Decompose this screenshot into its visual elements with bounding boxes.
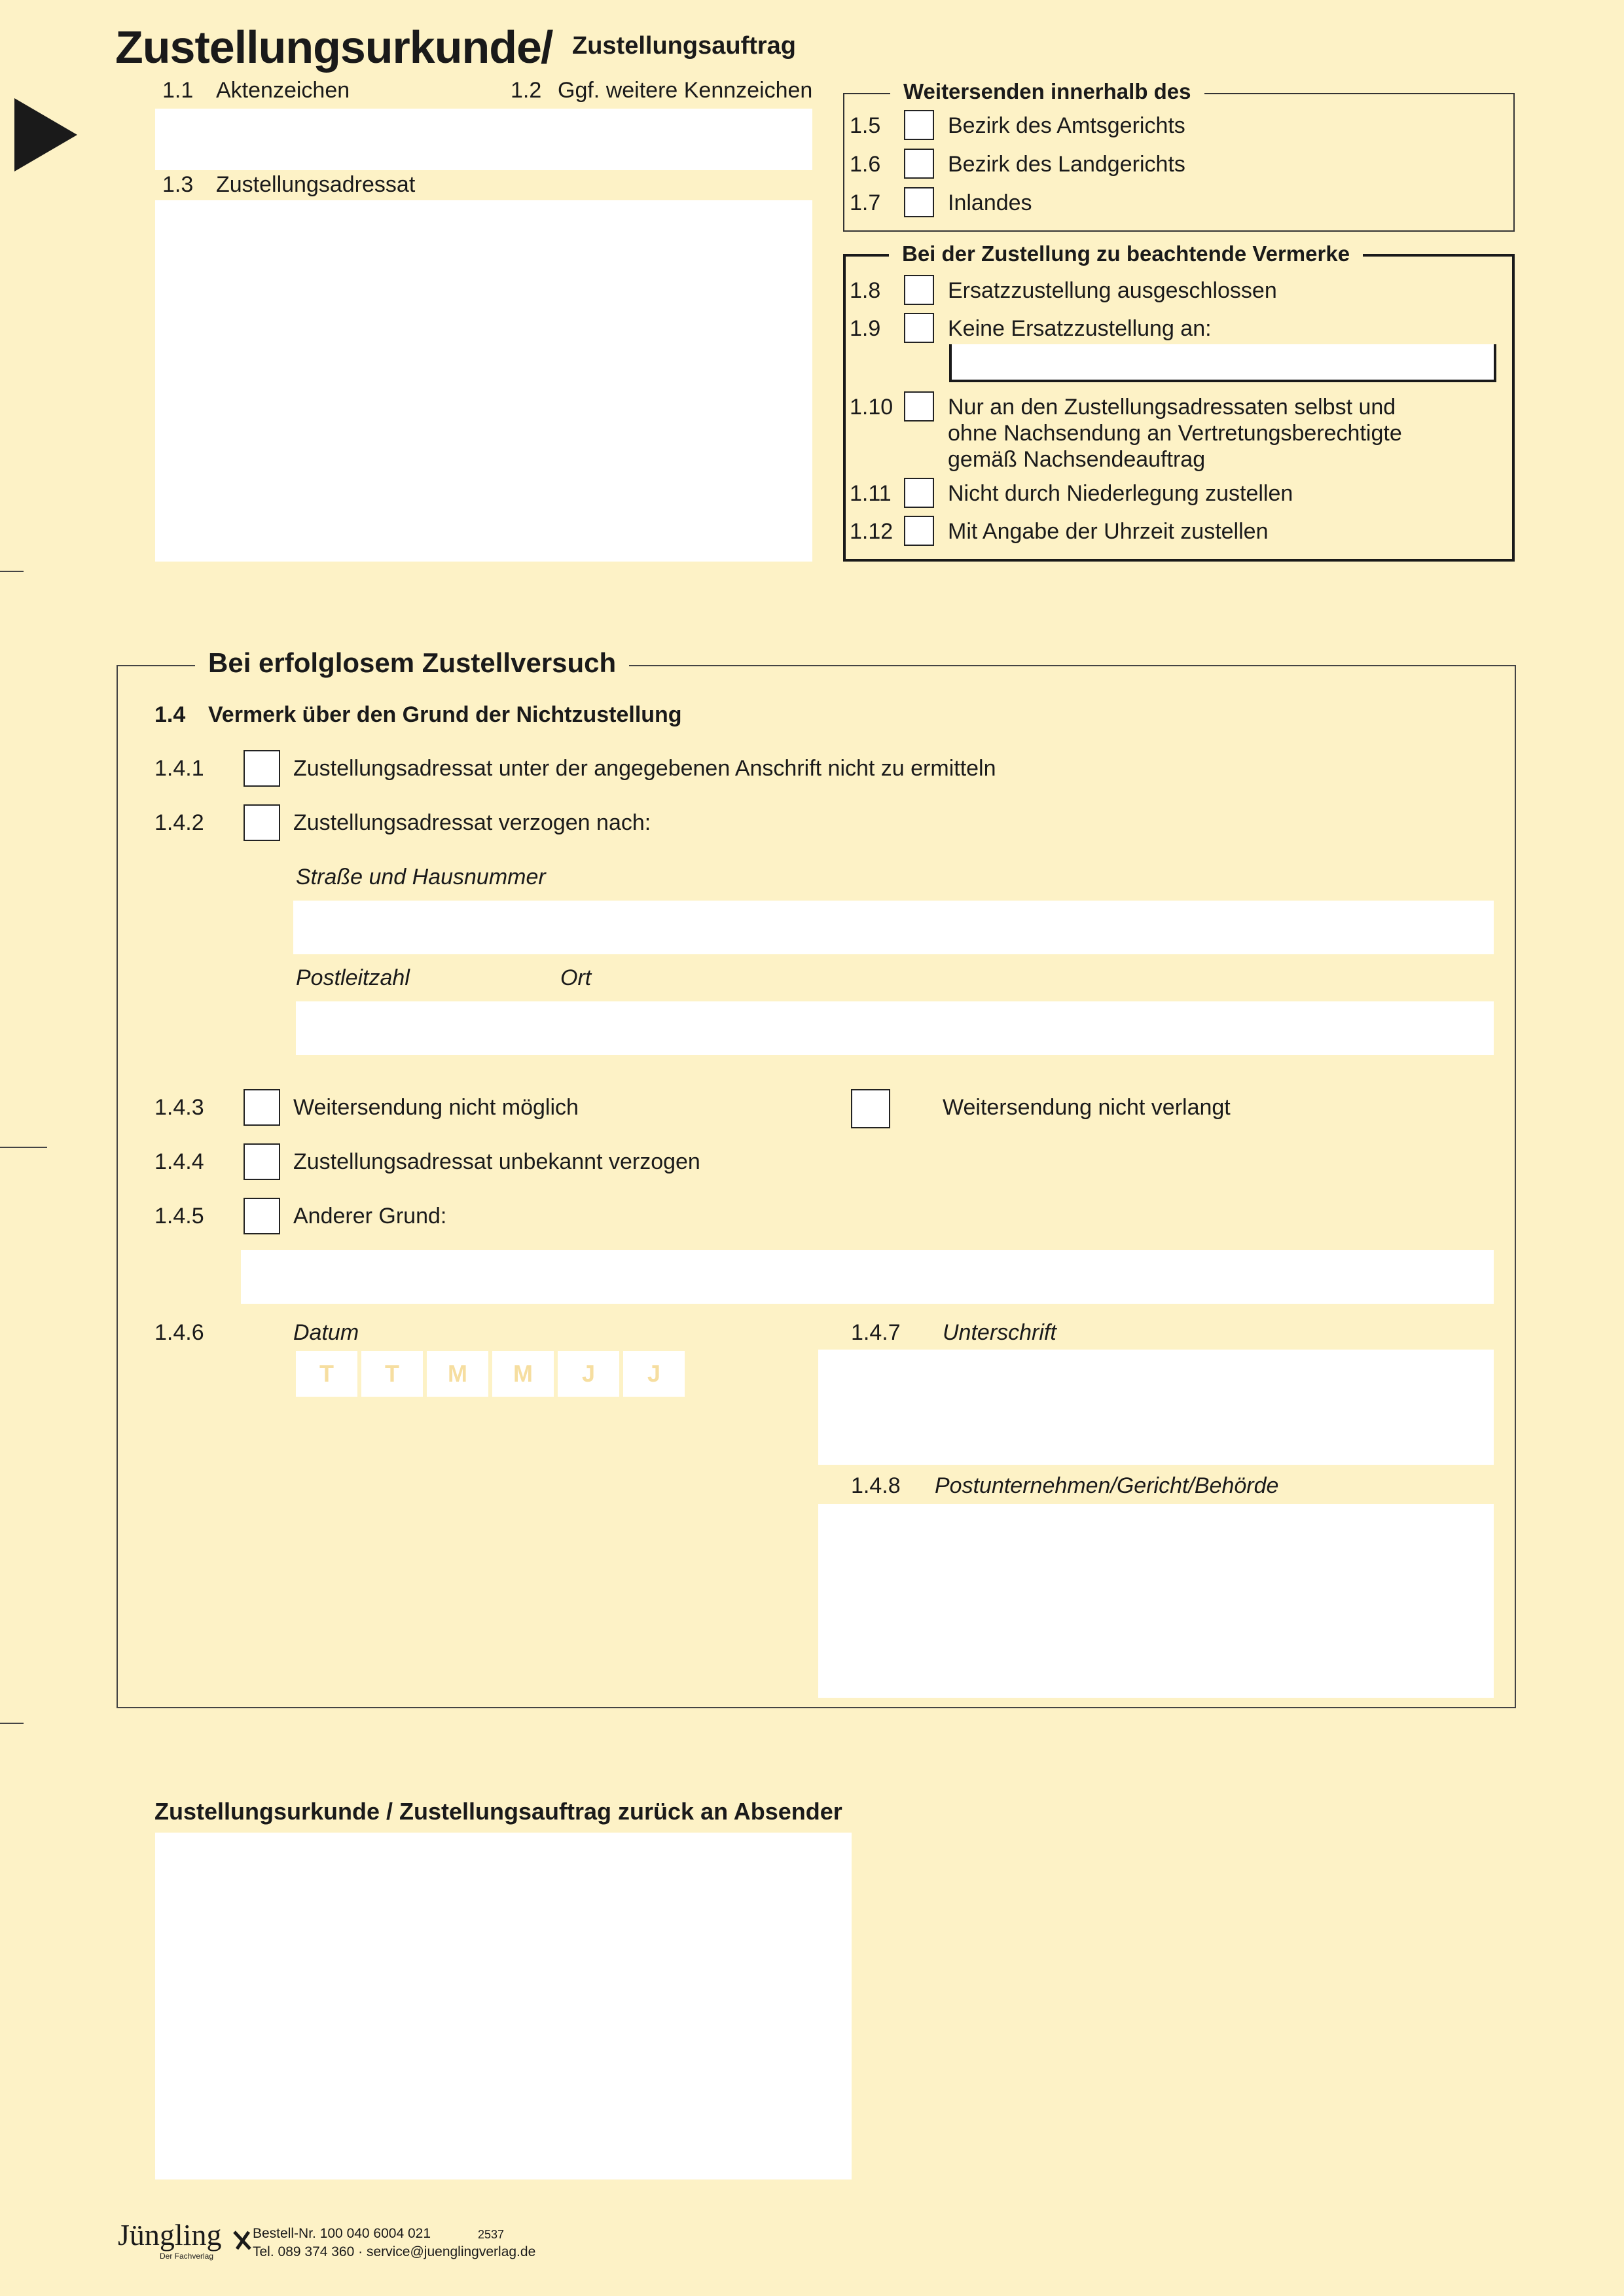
fold-mark — [0, 1723, 24, 1724]
reason-1-4-4-label: Zustellungsadressat unbekannt verzogen — [293, 1149, 700, 1174]
failed-delivery-legend: Bei erfolglosem Zustellversuch — [195, 647, 629, 679]
publisher-contact: Tel. 089 374 360 · service@juenglingverlag.de — [253, 2244, 536, 2259]
field-1-4-8-number: 1.4.8 — [851, 1473, 901, 1498]
option-1-8-checkbox[interactable] — [904, 275, 934, 305]
publisher-logo-subtitle: Der Fachverlag — [160, 2251, 214, 2261]
ort-label: Ort — [560, 965, 592, 990]
option-1-9-checkbox[interactable] — [904, 313, 934, 343]
option-1-5-label: Bezirk des Amtsgerichts — [948, 113, 1185, 138]
date-month-digit-2[interactable]: M — [492, 1351, 554, 1397]
aktenzeichen-input[interactable] — [155, 109, 812, 170]
keine-ersatzzustellung-input[interactable] — [949, 344, 1496, 382]
unterschrift-label: Unterschrift — [943, 1320, 1056, 1345]
option-1-12-label: Mit Angabe der Uhrzeit zustellen — [948, 519, 1269, 544]
date-day-digit-1[interactable]: T — [296, 1351, 357, 1397]
order-number: Bestell-Nr. 100 040 6004 021 — [253, 2226, 431, 2241]
reason-1-4-2-checkbox[interactable] — [244, 804, 280, 841]
field-1-2-number: 1.2 — [511, 78, 542, 103]
weitersendung-nicht-verlangt-label: Weitersendung nicht verlangt — [943, 1095, 1231, 1120]
option-1-9-number: 1.9 — [850, 316, 881, 341]
date-year-digit-2[interactable]: J — [623, 1351, 685, 1397]
reason-1-4-1-number: 1.4.1 — [154, 756, 204, 781]
postunternehmen-input[interactable] — [818, 1504, 1494, 1698]
field-1-1-label: Aktenzeichen — [216, 78, 350, 103]
form-code: 2537 — [478, 2228, 505, 2241]
option-1-8-label: Ersatzzustellung ausgeschlossen — [948, 278, 1277, 303]
unterschrift-input[interactable] — [818, 1350, 1494, 1465]
field-1-1-number: 1.1 — [162, 78, 194, 103]
postleitzahl-label: Postleitzahl — [296, 965, 410, 990]
date-month-digit-1[interactable]: M — [427, 1351, 488, 1397]
option-1-5-number: 1.5 — [850, 113, 881, 138]
option-1-10-checkbox[interactable] — [904, 391, 934, 422]
reason-1-4-5-checkbox[interactable] — [244, 1198, 280, 1234]
reason-1-4-3-checkbox[interactable] — [244, 1089, 280, 1126]
anderer-grund-input[interactable] — [241, 1250, 1494, 1304]
option-1-10-label-line1: Nur an den Zustellungsadressaten selbst und — [948, 395, 1396, 420]
field-1-3-label: Zustellungsadressat — [216, 172, 416, 197]
option-1-8-number: 1.8 — [850, 278, 881, 303]
publisher-logo: Jüngling — [118, 2218, 222, 2251]
field-1-4-7-number: 1.4.7 — [851, 1320, 901, 1345]
option-1-6-label: Bezirk des Landgerichts — [948, 152, 1185, 177]
option-1-6-checkbox[interactable] — [904, 149, 934, 179]
field-1-4-6-number: 1.4.6 — [154, 1320, 204, 1345]
street-label: Straße und Hausnummer — [296, 865, 546, 889]
fold-mark — [0, 571, 24, 572]
section-1-4-number: 1.4 — [154, 702, 186, 727]
reason-1-4-4-number: 1.4.4 — [154, 1149, 204, 1174]
reason-1-4-5-number: 1.4.5 — [154, 1204, 204, 1229]
return-address-input[interactable] — [155, 1833, 852, 2179]
section-1-4-heading: Vermerk über den Grund der Nichtzustellung — [208, 702, 682, 727]
marker-triangle-icon — [14, 98, 80, 171]
weitersendung-nicht-verlangt-checkbox[interactable] — [851, 1089, 890, 1128]
option-1-7-number: 1.7 — [850, 190, 881, 215]
option-1-12-number: 1.12 — [850, 519, 893, 544]
reason-1-4-1-label: Zustellungsadressat unter der angegebenen Anschrift nicht zu ermitteln — [293, 756, 996, 781]
option-1-10-label-line2: ohne Nachsendung an Vertretungsberechtigte — [948, 421, 1402, 446]
option-1-5-checkbox[interactable] — [904, 110, 934, 140]
return-to-sender-label: Zustellungsurkunde / Zustellungsauftrag zurück an Absender — [154, 1798, 842, 1825]
plz-ort-input[interactable] — [296, 1001, 1494, 1055]
title-separator: / — [541, 22, 554, 73]
option-1-11-number: 1.11 — [850, 481, 892, 506]
zustellungsadressat-input[interactable] — [155, 200, 812, 562]
datum-label: Datum — [293, 1320, 359, 1345]
reason-1-4-2-label: Zustellungsadressat verzogen nach: — [293, 810, 651, 835]
publisher-logo-mark-icon — [233, 2229, 253, 2251]
option-1-7-checkbox[interactable] — [904, 187, 934, 217]
reason-1-4-3-number: 1.4.3 — [154, 1095, 204, 1120]
date-year-digit-1[interactable]: J — [558, 1351, 619, 1397]
date-day-digit-2[interactable]: T — [361, 1351, 423, 1397]
reason-1-4-5-label: Anderer Grund: — [293, 1204, 447, 1229]
reason-1-4-3-label: Weitersendung nicht möglich — [293, 1095, 579, 1120]
option-1-10-number: 1.10 — [850, 395, 893, 420]
option-1-9-label: Keine Ersatzzustellung an: — [948, 316, 1212, 341]
field-1-3-number: 1.3 — [162, 172, 194, 197]
option-1-11-checkbox[interactable] — [904, 478, 934, 508]
option-1-7-label: Inlandes — [948, 190, 1032, 215]
reason-1-4-4-checkbox[interactable] — [244, 1143, 280, 1180]
option-1-12-checkbox[interactable] — [904, 516, 934, 546]
reason-1-4-2-number: 1.4.2 — [154, 810, 204, 835]
option-1-11-label: Nicht durch Niederlegung zustellen — [948, 481, 1293, 506]
forward-legend: Weitersenden innerhalb des — [890, 79, 1204, 105]
option-1-6-number: 1.6 — [850, 152, 881, 177]
option-1-10-label-line3: gemäß Nachsendeauftrag — [948, 447, 1206, 472]
page-subtitle: Zustellungsauftrag — [572, 32, 797, 60]
reason-1-4-1-checkbox[interactable] — [244, 750, 280, 787]
street-input[interactable] — [293, 901, 1494, 954]
page-title: Zustellungsurkunde — [115, 22, 541, 73]
postunternehmen-label: Postunternehmen/Gericht/Behörde — [935, 1473, 1279, 1498]
notes-legend: Bei der Zustellung zu beachtende Vermerke — [889, 241, 1363, 267]
field-1-2-label: Ggf. weitere Kennzeichen — [558, 78, 813, 103]
fold-mark — [0, 1147, 47, 1148]
